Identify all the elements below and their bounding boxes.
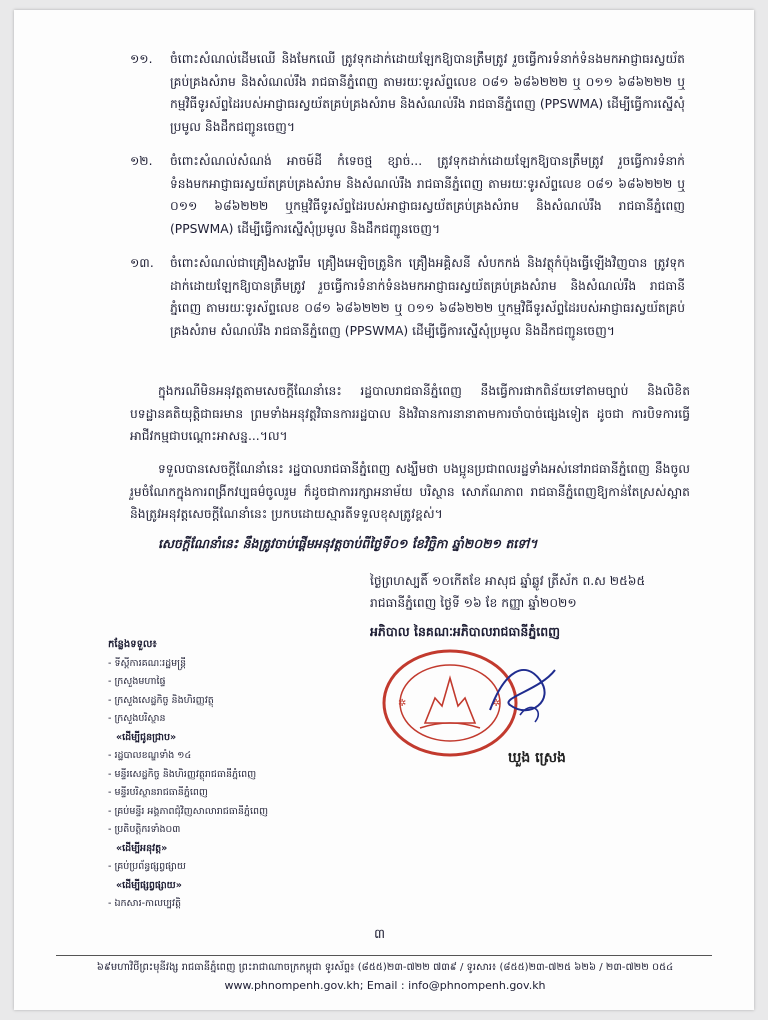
- footer-address: ៦៩មហាវិថីព្រះមុនីវង្ស រាជធានីភ្នំពេញ ព្រះរាជាណាចក្រកម្ពុជា ទូរស័ព្ទ៖ (៨៥៥)២៣-៧២២ ៧៣៩ / ទូរសារ៖ (៨៥៥)២៣-៧២៥ ៦២៦ / ២៣-៧២២ ០៥៤: [96, 962, 674, 973]
- recipient-line: - ប្រតិបត្តិករទាំង០៣: [108, 824, 181, 835]
- item-text: ចំពោះសំណល់ជាគ្រឿងសង្ហារឹម គ្រឿងអេឡិចត្រូនិក គ្រឿងអគ្គិសនី សំបកកង់ និងវត្ថុកំប៉ុងធ្វើឡើងវិញបាន ត្រូវទុកដាក់ដោយឡែកឱ្យបានត្រឹមត្រូវ រួចធ្វើការទំនាក់ទំនងមកអាជ្ញាធរស្វយ័តគ្រប់គ្រងសំរាម និងសំណល់រឹង រាជធានីភ្នំពេញ តាមរយៈទូរស័ព្ទលេខ ០៨១ ៦៨៦២២២ ឬ ០១១ ៦៨៦២២២ ឬកម្មវិធីទូរស័ព្ទដៃរបស់អាជ្ញាធរស្វយ័តគ្រប់គ្រងសំរាម សំណល់រឹង រាជធានីភ្នំពេញ (PPSWMA) ដើម្បីធ្វើការស្នើសុំប្រមូល និងដឹកជញ្ជូនចេញ។: [170, 256, 685, 338]
- recipient-purpose: «ដើម្បីអនុវត្ត»: [116, 842, 168, 854]
- list-item-13: [130, 252, 685, 342]
- list-item-12: [130, 150, 685, 240]
- signature-icon: [470, 650, 570, 730]
- page-number: ៣: [374, 927, 386, 942]
- footer-divider: [56, 955, 712, 956]
- recipients-list: [108, 636, 268, 914]
- recipient-line: - មន្ទីរបរិស្ថានរាជធានីភ្នំពេញ: [108, 787, 208, 798]
- item-number: ១១.: [130, 52, 153, 66]
- footer-web-email: www.phnompenh.gov.kh; Email : info@phnompenh.gov.kh: [224, 979, 546, 992]
- lunar-date: ថ្ងៃព្រហស្បតិ៍ ១០កើតខែ អាសុជ ឆ្នាំឆ្លូវ ត្រីស័ក ព.ស ២៥៦៥: [370, 574, 646, 588]
- recipient-line: - គ្រប់ប្រព័ន្ធផ្សព្វផ្សាយ: [108, 861, 186, 872]
- effective-date-line: សេចក្តីណែនាំនេះ នឹងត្រូវចាប់ផ្តើមអនុវត្តចាប់ពីថ្ងៃទី០១ ខែវិច្ឆិកា ឆ្នាំ២០២១ តទៅ។: [158, 536, 538, 551]
- recipient-line: - ក្រសួងសេដ្ឋកិច្ច និងហិរញ្ញវត្ថុ: [108, 694, 214, 706]
- penalty-paragraph: ក្នុងករណីមិនអនុវត្តតាមសេចក្តីណែនាំនេះ រដ្ឋបាលរាជធានីភ្នំពេញ នឹងធ្វើការផាកពិន័យទៅតាមច្បាប់ និងលិខិតបទដ្ឋានគតិយុត្តិជាធរមាន ព្រមទាំងអនុវត្តវិធានការរដ្ឋបាល និងវិធានការនានាតាមការចាំបាច់ផ្សេងទៀត ដូចជា ការបិទការធ្វើអាជីវកម្មជាបណ្តោះអាសន្ន...។ល។: [130, 384, 690, 443]
- recipient-line: - ឯកសារ-កាលប្បវត្តិ: [108, 898, 182, 909]
- recipient-line: - គ្រប់មន្ទីរ អង្គភាពជុំវិញសាលារាជធានីភ្នំពេញ: [108, 805, 269, 817]
- official-title: អភិបាល នៃគណៈអភិបាលរាជធានីភ្នំពេញ: [370, 624, 561, 639]
- item-text: ចំពោះសំណល់សំណង់ អាចម៍ដី កំទេចថ្ម ខ្សាច់... ត្រូវទុកដាក់ដោយឡែកឱ្យបានត្រឹមត្រូវ រួចធ្វើការទំនាក់ទំនងមកអាជ្ញាធរស្វយ័តគ្រប់គ្រងសំរាម និងសំណល់រឹង រាជធានីភ្នំពេញ តាមរយៈទូរស័ព្ទលេខ ០៨១ ៦៨៦២២២ ឬ ០១១ ៦៨៦២២២ ឬកម្មវិធីទូរស័ព្ទដៃរបស់អាជ្ញាធរស្វយ័តគ្រប់គ្រងសំរាម និងសំណល់រឹង រាជធានីភ្នំពេញ (PPSWMA) ដើម្បីធ្វើការស្នើសុំប្រមូល និងដឹកជញ្ជូនចេញ។: [170, 154, 685, 236]
- closing-paragraph: ទទួលបានសេចក្តីណែនាំនេះ រដ្ឋបាលរាជធានីភ្នំពេញ សង្ឃឹមថា បងប្អូនប្រជាពលរដ្ឋទាំងអស់នៅរាជធានីភ្នំពេញ នឹងចូលរួមចំណែកក្នុងការពង្រីកវប្បធម៌ចូលរួម ក៏ដូចជាការរក្សាអនាម័យ បរិស្ថាន សោភ័ណភាព រាជធានីភ្នំពេញឱ្យកាន់តែស្រស់ស្អាត និងត្រូវអនុវត្តសេចក្តីណែនាំនេះ ប្រកបដោយស្មារតីទទួលខុសត្រូវខ្ពស់។: [130, 462, 690, 521]
- svg-text:✲: ✲: [398, 698, 407, 709]
- item-number: ១៣.: [130, 256, 154, 270]
- recipient-line: - ទីស្តីការគណៈរដ្ឋមន្ត្រី: [108, 657, 187, 669]
- recipient-line: - មន្ទីរសេដ្ឋកិច្ច និងហិរញ្ញវត្ថុរាជធានីភ្នំពេញ: [108, 768, 257, 780]
- recipient-line: - ក្រសួងបរិស្ថាន: [108, 713, 166, 724]
- solar-date: រាជធានីភ្នំពេញ ថ្ងៃទី ១៦ ខែ កញ្ញា ឆ្នាំ២០២១: [370, 596, 577, 610]
- svg-text:✲: ✲: [492, 698, 501, 709]
- recipient-purpose: «ដើម្បីផ្សព្វផ្សាយ»: [116, 879, 182, 891]
- recipient-purpose: «ដើម្បីជូនជ្រាប»: [116, 731, 177, 743]
- recipients-title: កន្លែងទទួល៖: [108, 639, 157, 650]
- recipient-line: - រដ្ឋបាលខណ្ឌទាំង ១៤: [108, 750, 192, 761]
- item-number: ១២.: [130, 154, 153, 168]
- item-text: ចំពោះសំណល់ដើមឈើ និងមែកឈើ ត្រូវទុកដាក់ដោយឡែកឱ្យបានត្រឹមត្រូវ រួចធ្វើការទំនាក់ទំនងមកអាជ្ញាធរស្វយ័តគ្រប់គ្រងសំរាម និងសំណល់រឹង រាជធានីភ្នំពេញ តាមរយៈទូរស័ព្ទលេខ ០៨១ ៦៨៦២២២ ឬ ០១១ ៦៨៦២២២ ឬកម្មវិធីទូរស័ព្ទដៃរបស់អាជ្ញាធរស្វយ័តគ្រប់គ្រងសំរាម និងសំណល់រឹង រាជធានីភ្នំពេញ (PPSWMA) ដើម្បីធ្វើការស្នើសុំប្រមូល និងដឹកជញ្ជូនចេញ។: [170, 52, 685, 134]
- list-item-11: [130, 48, 685, 138]
- recipient-line: - ក្រសួងមហាផ្ទៃ: [108, 676, 166, 687]
- signer-name: ឃួង ស្រេង: [508, 750, 566, 766]
